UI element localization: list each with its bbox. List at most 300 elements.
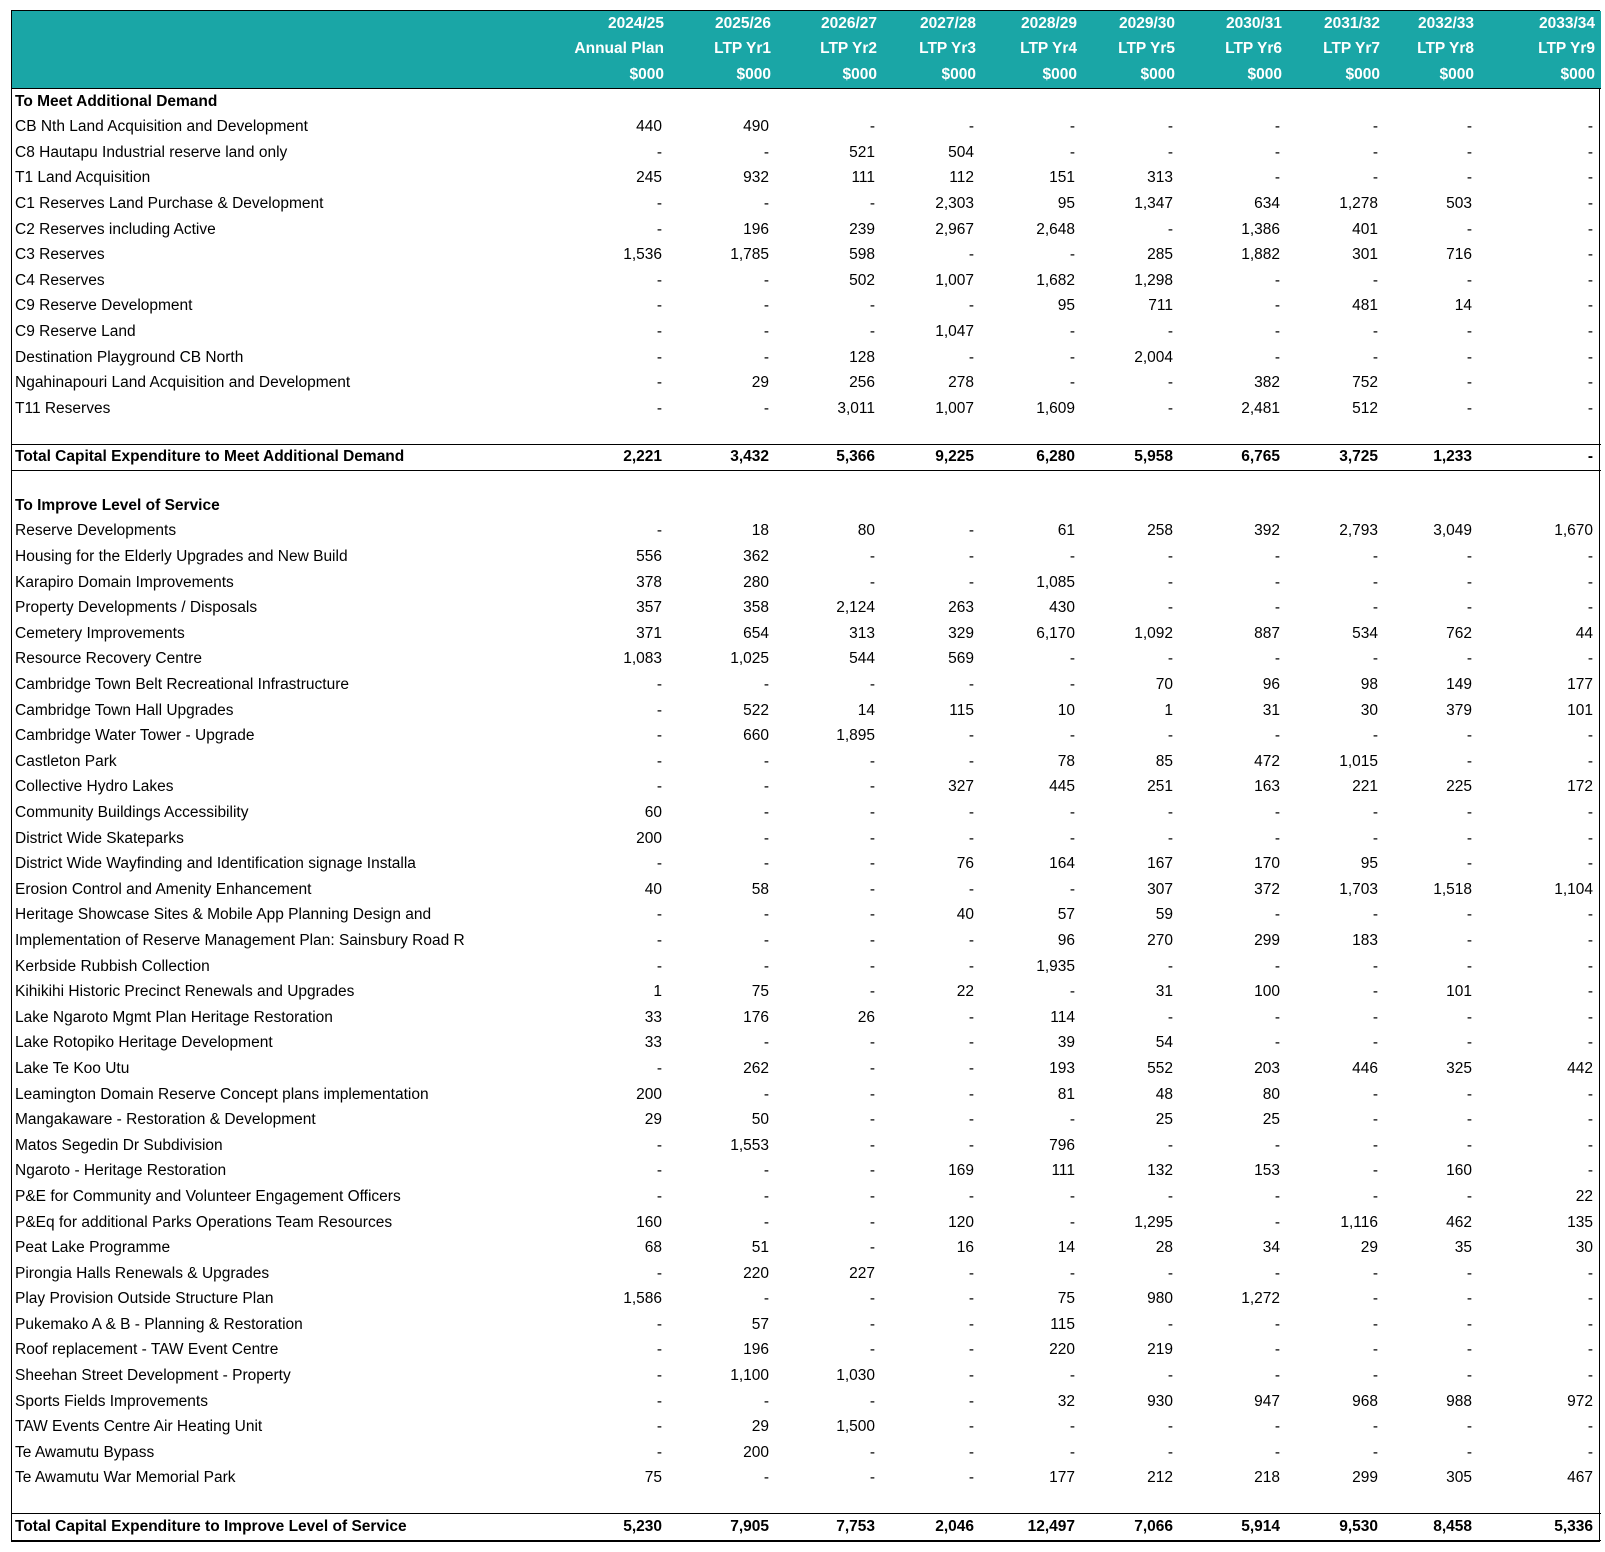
table-row <box>12 698 1601 724</box>
empty-cell <box>565 471 670 494</box>
table-row-label: C9 Reserve Land <box>15 322 136 340</box>
table-row-value: 382 <box>1254 374 1280 392</box>
table-row-value: - <box>968 1443 974 1461</box>
table-row-value: 76 <box>956 855 974 873</box>
table-row-label: Sheehan Street Development - Property <box>15 1367 291 1385</box>
table-row-value: - <box>1372 322 1378 340</box>
table-row-value: - <box>1167 1264 1173 1282</box>
empty-cell <box>565 1491 670 1514</box>
header-row-plans <box>12 37 1601 63</box>
table-row-value: - <box>656 522 662 540</box>
table-row-value: - <box>869 1290 875 1308</box>
table-row-value: - <box>1587 855 1593 873</box>
table-row-value: - <box>869 752 875 770</box>
table-row <box>12 928 1601 954</box>
total-row <box>12 444 1601 471</box>
table-row-value: 75 <box>751 983 769 1001</box>
table-row-value: 80 <box>857 522 875 540</box>
table-row-value: - <box>1372 1290 1378 1308</box>
table-row-value: - <box>1587 650 1593 668</box>
table-row-value: - <box>1372 1136 1378 1154</box>
table-row-value: 220 <box>1049 1341 1075 1359</box>
table-row-value: - <box>1274 271 1280 289</box>
empty-cell <box>982 1491 1083 1514</box>
table-row-value: - <box>869 676 875 694</box>
table-row-value: - <box>1069 829 1075 847</box>
table-row-value: 1,278 <box>1339 194 1378 212</box>
header-unit-cell: $000 <box>670 62 777 88</box>
table-body <box>12 88 1601 1540</box>
header-plan-cell: LTP Yr6 <box>1181 37 1288 63</box>
total-row-value: 7,905 <box>670 1514 777 1541</box>
table-row-value: - <box>656 322 662 340</box>
table-row-value: - <box>1069 1443 1075 1461</box>
section-title-row-value <box>777 493 883 519</box>
table-row-value: 54 <box>1155 1034 1173 1052</box>
table-row-value: 503 <box>1446 194 1472 212</box>
table-row-value: - <box>656 374 662 392</box>
table-row-value: 111 <box>1051 1162 1075 1180</box>
table-row-value: 3,049 <box>1433 522 1472 540</box>
header-year-cell: 2032/33 <box>1386 11 1480 37</box>
total-row <box>12 1514 1601 1541</box>
table-row-value: 112 <box>949 169 974 187</box>
table-row-value: 2,481 <box>1241 399 1280 417</box>
table-row-label: Kerbside Rubbish Collection <box>15 957 210 975</box>
table-row <box>12 319 1601 345</box>
table-row-value: - <box>1466 548 1472 566</box>
header-unit-cell: $000 <box>1083 62 1181 88</box>
table-row-value: - <box>763 322 769 340</box>
table-row-value: 29 <box>1360 1239 1378 1257</box>
table-row-value: 57 <box>751 1315 769 1333</box>
table-row-value: 430 <box>1049 599 1075 617</box>
table-row-value: - <box>1466 931 1472 949</box>
header-plan-cell: LTP Yr8 <box>1386 37 1480 63</box>
table-row-value: - <box>763 778 769 796</box>
header-blank-cell <box>12 37 565 63</box>
table-row-value: - <box>968 1367 974 1385</box>
table-row-value: - <box>1587 246 1593 264</box>
table-row-value: 504 <box>948 143 974 161</box>
header-plan-cell: LTP Yr7 <box>1288 37 1386 63</box>
table-row-label: Karapiro Domain Improvements <box>15 573 234 591</box>
table-row-value: - <box>1587 1315 1593 1333</box>
table-row-value: 1,682 <box>1036 271 1075 289</box>
table-row-value: - <box>869 1111 875 1129</box>
table-row-value: 634 <box>1254 194 1280 212</box>
table-row-value: - <box>763 348 769 366</box>
table-row-value: - <box>1069 118 1075 136</box>
table-row-label: Play Provision Outside Structure Plan <box>15 1290 274 1308</box>
table-row-value: - <box>1372 1315 1378 1333</box>
empty-cell <box>1480 471 1601 494</box>
table-row-value: - <box>1587 118 1593 136</box>
table-row-value: - <box>1274 599 1280 617</box>
table-row-value: 58 <box>751 880 769 898</box>
table-row-value: - <box>1466 1264 1472 1282</box>
table-row-value: 85 <box>1155 752 1173 770</box>
table-row-value: 59 <box>1155 906 1173 924</box>
table-row-value: 151 <box>1049 169 1075 187</box>
table-row-value: - <box>1587 957 1593 975</box>
table-row-value: - <box>869 194 875 212</box>
table-row-label: District Wide Skateparks <box>15 829 184 847</box>
header-year-cell: 2029/30 <box>1083 11 1181 37</box>
table-row-value: 654 <box>743 624 769 642</box>
table-row-value: 379 <box>1446 701 1472 719</box>
table-row-value: - <box>1372 1162 1378 1180</box>
table-row-value: 183 <box>1352 931 1378 949</box>
table-row-value: - <box>763 957 769 975</box>
table-row-value: - <box>1167 650 1173 668</box>
table-row-value: - <box>763 1162 769 1180</box>
header-unit-cell: $000 <box>1288 62 1386 88</box>
section-title-row-value <box>670 88 777 114</box>
table-row-value: - <box>968 1187 974 1205</box>
empty-cell <box>1480 422 1601 445</box>
table-row-value: - <box>1372 983 1378 1001</box>
header-blank-cell <box>12 62 565 88</box>
table-row-value: - <box>1274 727 1280 745</box>
table-row-value: 357 <box>636 599 662 617</box>
table-row-value: - <box>1466 143 1472 161</box>
table-row-value: - <box>1069 374 1075 392</box>
table-row-value: 31 <box>1155 983 1173 1001</box>
table-row-value: 227 <box>849 1264 875 1282</box>
table-row-value: - <box>1372 1085 1378 1103</box>
table-row-value: 169 <box>948 1162 974 1180</box>
table-row-value: - <box>1069 1187 1075 1205</box>
table-row-value: 569 <box>948 650 974 668</box>
table-row-value: 35 <box>1454 1239 1472 1257</box>
table-row-value: - <box>1167 374 1173 392</box>
header-unit-cell: $000 <box>1480 62 1601 88</box>
table-row <box>12 1235 1601 1261</box>
table-header <box>12 11 1601 88</box>
table-row-value: 1,609 <box>1036 399 1075 417</box>
table-row-value: - <box>1372 804 1378 822</box>
table-row-value: - <box>1466 1367 1472 1385</box>
table-row-value: - <box>1274 829 1280 847</box>
table-row-value: - <box>968 1341 974 1359</box>
table-row-value: - <box>1274 169 1280 187</box>
section-title-row-value <box>982 88 1083 114</box>
table-row-value: - <box>1466 573 1472 591</box>
table-row-value: - <box>763 829 769 847</box>
table-row-value: - <box>1167 1187 1173 1205</box>
table-row-value: - <box>1466 855 1472 873</box>
table-row-value: 78 <box>1057 752 1075 770</box>
header-plan-cell: Annual Plan <box>565 37 670 63</box>
table-row-label: Collective Hydro Lakes <box>15 778 174 796</box>
total-row-value: 3,725 <box>1288 444 1386 471</box>
table-row-value: 25 <box>1262 1111 1280 1129</box>
table-row-value: - <box>1587 1008 1593 1026</box>
table-row-value: - <box>656 906 662 924</box>
table-row-value: - <box>1372 1187 1378 1205</box>
table-row-value: - <box>1274 1341 1280 1359</box>
header-unit-cell: $000 <box>883 62 982 88</box>
table-row-value: - <box>763 297 769 315</box>
table-row-value: - <box>1274 804 1280 822</box>
table-row-value: - <box>1069 1264 1075 1282</box>
table-row-value: 325 <box>1446 1059 1472 1077</box>
table-row-value: - <box>968 1085 974 1103</box>
table-row <box>12 826 1601 852</box>
table-row-value: - <box>1167 804 1173 822</box>
table-row <box>12 672 1601 698</box>
table-row-value: - <box>968 118 974 136</box>
table-row-value: - <box>1587 1341 1593 1359</box>
table-row-value: - <box>1167 1443 1173 1461</box>
table-row-value: 544 <box>849 650 875 668</box>
table-row-value: - <box>869 548 875 566</box>
table-row-value: - <box>869 931 875 949</box>
table-row-value: 33 <box>644 1008 662 1026</box>
total-row-value: 5,914 <box>1181 1514 1288 1541</box>
table-row-value: 988 <box>1446 1392 1472 1410</box>
table-row-value: - <box>1587 1367 1593 1385</box>
table-row-label: Castleton Park <box>15 752 117 770</box>
table-row-value: - <box>763 676 769 694</box>
table-row-value: - <box>1167 1008 1173 1026</box>
header-plan-cell: LTP Yr2 <box>777 37 883 63</box>
table-row-value: 1 <box>653 983 662 1001</box>
table-row-value: 534 <box>1352 624 1378 642</box>
capex-table <box>12 11 1601 1541</box>
table-row <box>12 1363 1601 1389</box>
table-row-value: - <box>1466 118 1472 136</box>
table-row-value: - <box>1274 118 1280 136</box>
table-row <box>12 1133 1601 1159</box>
table-row <box>12 903 1601 929</box>
table-row-value: - <box>656 348 662 366</box>
table-row-value: - <box>656 143 662 161</box>
table-row-value: - <box>656 1264 662 1282</box>
table-row-value: 196 <box>743 220 769 238</box>
header-blank-cell <box>12 11 565 37</box>
table-row-value: 1,295 <box>1134 1213 1173 1231</box>
table-row-value: 2,004 <box>1134 348 1173 366</box>
empty-cell <box>670 1491 777 1514</box>
table-row-value: 80 <box>1262 1085 1280 1103</box>
table-row-value: 31 <box>1262 701 1280 719</box>
table-row <box>12 1159 1601 1185</box>
table-row-value: 128 <box>849 348 875 366</box>
table-row-value: 313 <box>849 624 875 642</box>
table-row-value: 762 <box>1446 624 1472 642</box>
table-row-value: 95 <box>1057 297 1075 315</box>
table-row-value: 1,536 <box>623 246 662 264</box>
table-row-value: - <box>656 1443 662 1461</box>
table-row-value: 70 <box>1155 676 1173 694</box>
table-row-value: - <box>1167 1418 1173 1436</box>
spacer-row <box>12 471 1601 494</box>
table-row-value: - <box>869 855 875 873</box>
table-row-value: - <box>763 1290 769 1308</box>
table-row-value: - <box>1372 1264 1378 1282</box>
table-row-value: - <box>656 1341 662 1359</box>
table-row-value: - <box>1274 297 1280 315</box>
total-row-label: Total Capital Expenditure to Meet Additional Demand <box>12 444 565 471</box>
table-row-value: - <box>763 1392 769 1410</box>
empty-cell <box>1288 422 1386 445</box>
total-row-value: 2,221 <box>565 444 670 471</box>
table-row-value: 167 <box>1147 855 1173 873</box>
table-row-value: 212 <box>1147 1469 1173 1487</box>
table-row-value: - <box>1372 573 1378 591</box>
table-row-value: 25 <box>1155 1111 1173 1129</box>
table-row-value: - <box>656 778 662 796</box>
table-row <box>12 1082 1601 1108</box>
table-row-value: 716 <box>1446 246 1472 264</box>
section-title-row-value <box>1386 493 1480 519</box>
table-row-value: 115 <box>1050 1315 1075 1333</box>
table-row-value: - <box>1466 1443 1472 1461</box>
table-row-value: - <box>1167 599 1173 617</box>
table-row-value: - <box>869 778 875 796</box>
table-row-value: - <box>763 399 769 417</box>
table-row-value: - <box>1587 829 1593 847</box>
table-row-label: Lake Rotopiko Heritage Development <box>15 1034 273 1052</box>
header-unit-cell: $000 <box>982 62 1083 88</box>
table-row-value: - <box>869 1085 875 1103</box>
empty-cell <box>670 422 777 445</box>
header-year-cell: 2026/27 <box>777 11 883 37</box>
table-row-value: - <box>1587 1136 1593 1154</box>
table-row-label: Mangakaware - Restoration & Development <box>15 1111 316 1129</box>
table-row-label: District Wide Wayfinding and Identification signage Installa <box>15 855 416 873</box>
table-row-value: 1,386 <box>1241 220 1280 238</box>
table-row-value: - <box>968 1111 974 1129</box>
table-row-value: 68 <box>644 1239 662 1257</box>
table-row-value: 522 <box>743 701 769 719</box>
table-row-label: Matos Segedin Dr Subdivision <box>15 1136 223 1154</box>
table-row-value: 176 <box>743 1008 769 1026</box>
table-row-value: - <box>1069 1213 1075 1231</box>
table-row-value: - <box>1167 727 1173 745</box>
table-row-value: - <box>869 829 875 847</box>
table-row-value: 262 <box>743 1059 769 1077</box>
table-row-label: CB Nth Land Acquisition and Development <box>15 118 308 136</box>
table-row-value: - <box>1372 1034 1378 1052</box>
table-row <box>12 1107 1601 1133</box>
table-row-value: - <box>656 220 662 238</box>
table-row-value: 32 <box>1057 1392 1075 1410</box>
table-row-label: Cambridge Town Belt Recreational Infrastructure <box>15 676 349 694</box>
table-row-value: - <box>968 880 974 898</box>
table-row-value: 490 <box>743 118 769 136</box>
table-row-value: - <box>869 573 875 591</box>
table-row <box>12 570 1601 596</box>
table-row-value: 251 <box>1147 778 1173 796</box>
section-title-row-value <box>1181 88 1288 114</box>
table-row-label: P&E for Community and Volunteer Engagement Officers <box>15 1187 401 1205</box>
table-row-value: - <box>1587 1111 1593 1129</box>
table-row-value: 598 <box>849 246 875 264</box>
table-row-value: 1,895 <box>836 727 875 745</box>
table-row-value: 481 <box>1352 297 1378 315</box>
table-row-value: - <box>656 297 662 315</box>
table-row-value: 196 <box>743 1341 769 1359</box>
table-row-value: - <box>1069 880 1075 898</box>
table-row-value: - <box>1466 1315 1472 1333</box>
table-row-label: T11 Reserves <box>15 399 111 417</box>
table-row-value: - <box>763 271 769 289</box>
table-row-value: - <box>1466 1187 1472 1205</box>
table-row-value: - <box>968 931 974 949</box>
table-row-value: 75 <box>644 1469 662 1487</box>
table-row <box>12 242 1601 268</box>
table-row-value: 160 <box>1446 1162 1472 1180</box>
table-row-value: - <box>1372 169 1378 187</box>
table-row-value: 39 <box>1057 1034 1075 1052</box>
section-title-row <box>12 88 1601 114</box>
table-row-label: Implementation of Reserve Management Plan: Sainsbury Road R <box>15 931 465 949</box>
table-row-value: - <box>1274 650 1280 668</box>
table-row-value: - <box>656 676 662 694</box>
table-row <box>12 345 1601 371</box>
header-unit-cell: $000 <box>1386 62 1480 88</box>
table-row-value: - <box>1466 399 1472 417</box>
table-row-value: 327 <box>948 778 974 796</box>
table-row-value: - <box>1587 1443 1593 1461</box>
table-row-value: - <box>1167 399 1173 417</box>
table-row-value: 372 <box>1254 880 1280 898</box>
table-row-value: 75 <box>1057 1290 1075 1308</box>
table-row-value: 1,015 <box>1339 752 1378 770</box>
table-row-label: Kihikihi Historic Precinct Renewals and Upgrades <box>15 983 355 1001</box>
table-row-value: - <box>1274 1136 1280 1154</box>
table-row <box>12 1287 1601 1313</box>
table-row-value: - <box>968 1136 974 1154</box>
table-row-value: - <box>656 701 662 719</box>
table-row-label: Lake Ngaroto Mgmt Plan Heritage Restoration <box>15 1008 333 1026</box>
table-row-value: 299 <box>1352 1469 1378 1487</box>
table-row-value: 40 <box>956 906 974 924</box>
table-row-value: 1,518 <box>1433 880 1472 898</box>
table-row-value: 95 <box>1360 855 1378 873</box>
section-title-row-value <box>1181 493 1288 519</box>
table-row-value: - <box>1274 1213 1280 1231</box>
table-row-value: 1,882 <box>1241 246 1280 264</box>
table-row-label: Sports Fields Improvements <box>15 1392 208 1410</box>
table-row-value: 51 <box>751 1239 769 1257</box>
table-row-value: 61 <box>1057 522 1075 540</box>
table-row-value: 401 <box>1352 220 1378 238</box>
table-row-value: - <box>1372 1341 1378 1359</box>
header-plan-cell: LTP Yr9 <box>1480 37 1601 63</box>
table-row-value: - <box>656 399 662 417</box>
header-row-years <box>12 11 1601 37</box>
table-row-value: - <box>763 1469 769 1487</box>
table-row-value: 1,104 <box>1554 880 1593 898</box>
table-row-value: - <box>869 1315 875 1333</box>
total-row-value: 6,280 <box>982 444 1083 471</box>
table-row-value: 2,648 <box>1036 220 1075 238</box>
table-row-value: - <box>1372 650 1378 668</box>
table-row <box>12 191 1601 217</box>
table-row-value: 1,347 <box>1134 194 1173 212</box>
table-row-label: C4 Reserves <box>15 271 105 289</box>
table-row-value: 98 <box>1360 676 1378 694</box>
table-row-value: 170 <box>1254 855 1280 873</box>
table-row-value: - <box>968 804 974 822</box>
table-row-value: - <box>1466 804 1472 822</box>
table-row-value: 1,586 <box>623 1290 662 1308</box>
table-row-value: 521 <box>849 143 875 161</box>
